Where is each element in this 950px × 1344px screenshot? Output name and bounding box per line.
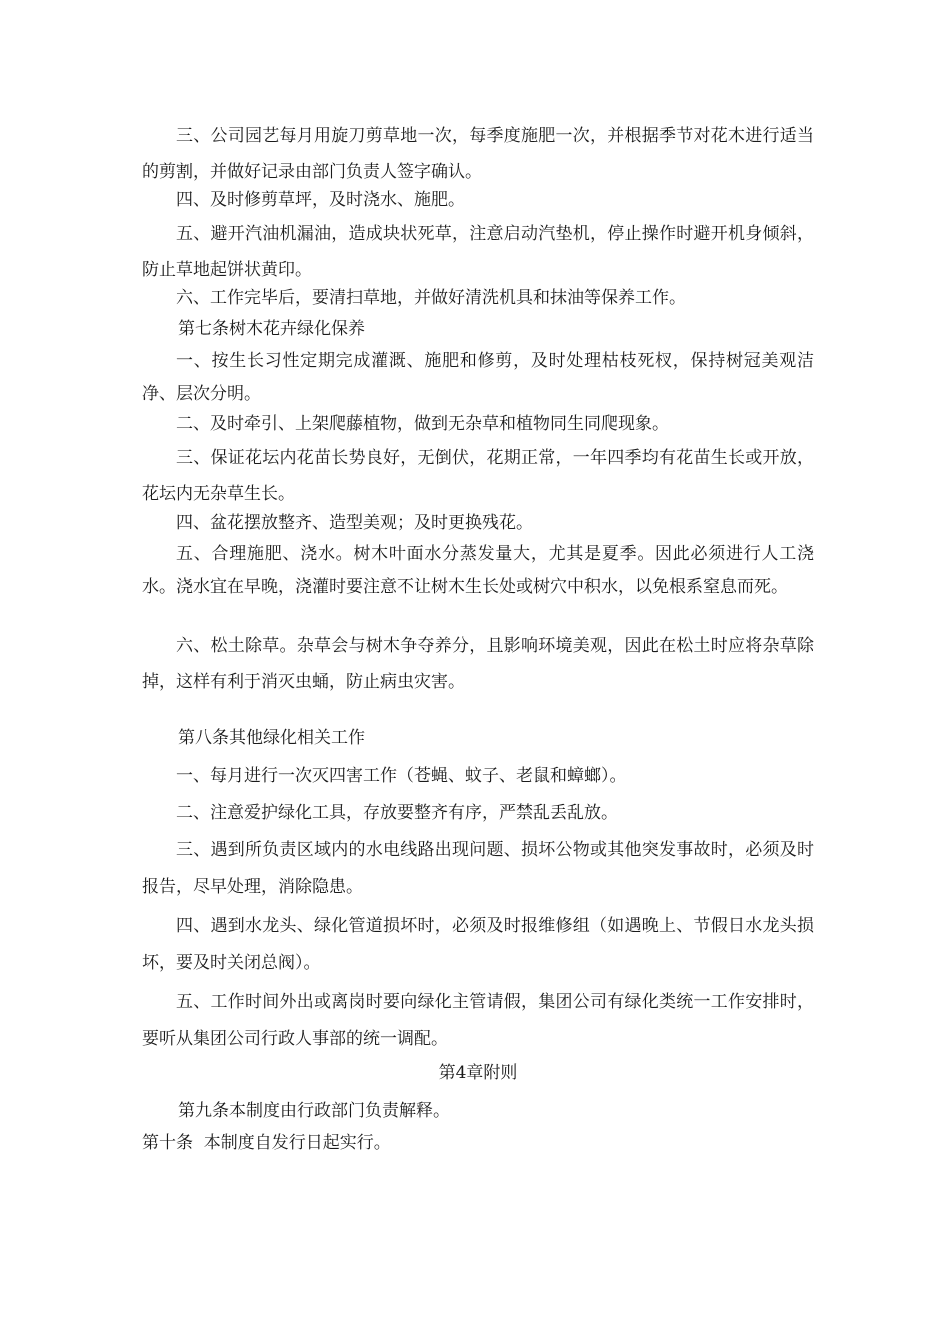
chapter-4-heading: 第4章附则 <box>438 1063 518 1083</box>
paragraph-lawn-trimming: 三、公司园艺每月用旋刀剪草地一次，每季度施肥一次，并根据季节对花木进行适当的剪割，并做好记录由部门负责人签字确认。 <box>142 126 814 182</box>
paragraph-fertilize-water: 五、合理施肥、浇水。树木叶面水分蒸发量大，尤其是夏季。因此必须进行人工浇水。浇水宜在早晚，浇灌时要注意不让树木生长处或树穴中积水，以免根系窒息而死。 <box>142 544 814 597</box>
paragraph-tools: 二、注意爱护绿化工具，存放要整齐有序，严禁乱丢乱放。 <box>176 803 618 823</box>
paragraph-tree-care: 一、按生长习性定期完成灌溉、施肥和修剪，及时处理枯枝死杈，保持树冠美观洁净、层次分明。 <box>142 351 814 404</box>
paragraph-vines: 二、及时牵引、上架爬藤植物，做到无杂草和植物同生同爬现象。 <box>176 414 669 434</box>
paragraph-emergency: 三、遇到所负责区域内的水电线路出现问题、损坏公物或其他突发事故时，必须及时报告，尽早处理，消除隐患。 <box>142 840 814 897</box>
paragraph-cleanup: 六、工作完毕后，要清扫草地，并做好清洗机具和抹油等保养工作。 <box>176 288 686 308</box>
article-10: 第十条 本制度自发行日起实行。 <box>142 1133 391 1153</box>
paragraph-pest-control: 一、每月进行一次灭四害工作（苍蝇、蚊子、老鼠和蟑螂）。 <box>176 766 627 786</box>
paragraph-leave: 五、工作时间外出或离岗时要向绿化主管请假，集团公司有绿化类统一工作安排时，要听从集团公司行政人事部的统一调配。 <box>142 992 814 1049</box>
paragraph-flowerbed: 三、保证花坛内花苗长势良好，无倒伏，花期正常，一年四季均有花苗生长或开放，花坛内无杂草生长。 <box>142 448 814 504</box>
paragraph-lawn-watering: 四、及时修剪草坪，及时浇水、施肥。 <box>176 190 465 210</box>
paragraph-mower-oil: 五、避开汽油机漏油，造成块状死草，注意启动汽垫机，停止操作时避开机身倾斜，防止草地起饼状黄印。 <box>142 224 814 280</box>
article-7-heading: 第七条树木花卉绿化保养 <box>178 319 365 339</box>
article-8-heading: 第八条其他绿化相关工作 <box>178 728 365 748</box>
paragraph-potted-flowers: 四、盆花摆放整齐、造型美观；及时更换残花。 <box>176 513 533 533</box>
article-9: 第九条本制度由行政部门负责解释。 <box>178 1101 450 1121</box>
paragraph-weeding: 六、松土除草。杂草会与树木争夺养分，且影响环境美观，因此在松土时应将杂草除掉，这样有利于消灭虫蛹，防止病虫灾害。 <box>142 636 814 692</box>
paragraph-faucet: 四、遇到水龙头、绿化管道损坏时，必须及时报维修组（如遇晚上、节假日水龙头损坏，要及时关闭总阀）。 <box>142 916 814 973</box>
